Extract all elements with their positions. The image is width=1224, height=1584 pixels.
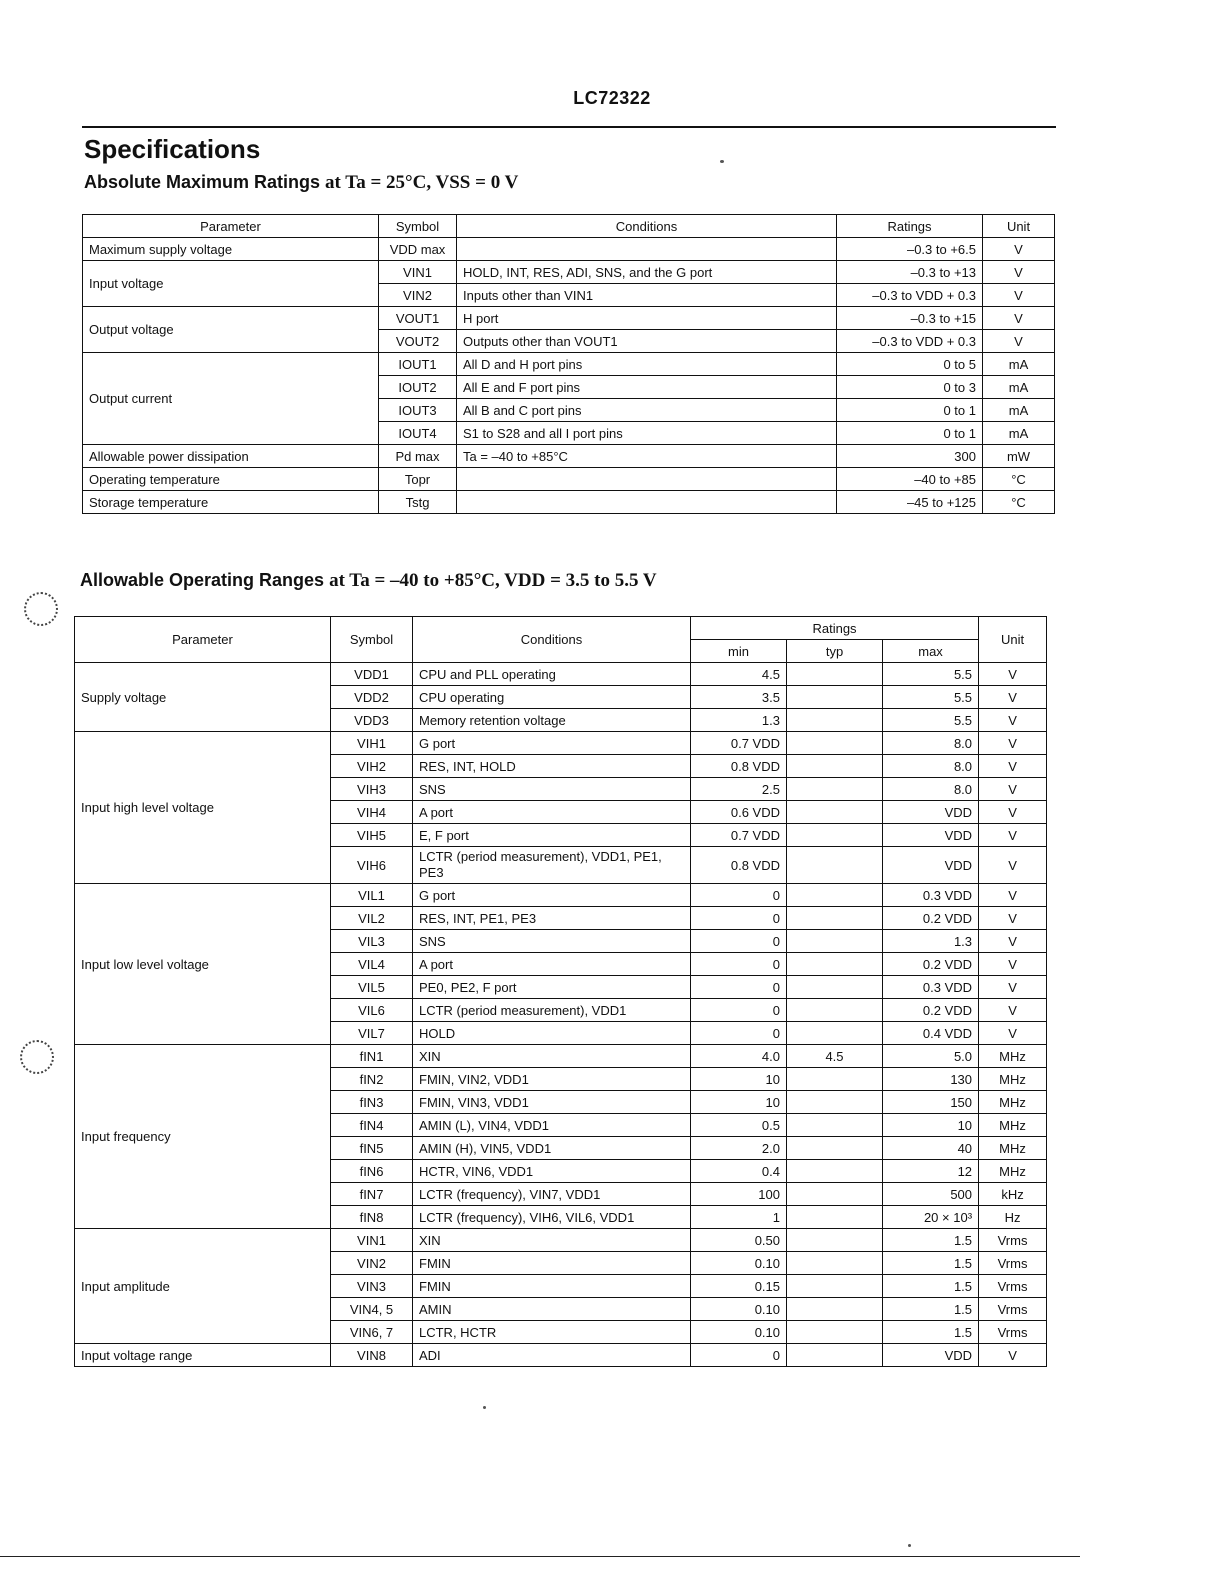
typ-cell xyxy=(787,1206,883,1229)
unit-cell: Vrms xyxy=(979,1321,1047,1344)
rating-cell: –0.3 to +15 xyxy=(837,307,983,330)
min-cell: 0.15 xyxy=(691,1275,787,1298)
conditions-cell: AMIN (H), VIN5, VDD1 xyxy=(413,1137,691,1160)
max-cell: 1.5 xyxy=(883,1298,979,1321)
op-ranges-header-row xyxy=(75,617,1047,640)
typ-cell xyxy=(787,953,883,976)
unit-cell: V xyxy=(979,801,1047,824)
abs-max-title: Absolute Maximum Ratings xyxy=(84,172,321,192)
min-cell: 2.0 xyxy=(691,1137,787,1160)
col-parameter: Parameter xyxy=(75,617,331,663)
unit-cell: V xyxy=(979,976,1047,999)
conditions-cell: G port xyxy=(413,884,691,907)
scan-speck xyxy=(720,160,724,163)
symbol-cell: IOUT2 xyxy=(379,376,457,399)
max-cell: 0.2 VDD xyxy=(883,907,979,930)
symbol-cell: VIL3 xyxy=(331,930,413,953)
unit-cell: V xyxy=(983,284,1055,307)
abs-max-header-row xyxy=(83,215,1055,238)
min-cell: 1 xyxy=(691,1206,787,1229)
symbol-cell: Topr xyxy=(379,468,457,491)
conditions-cell xyxy=(457,238,837,261)
conditions-cell: LCTR (period measurement), VDD1 xyxy=(413,999,691,1022)
parameter-cell: Input frequency xyxy=(75,1045,331,1229)
min-cell: 0 xyxy=(691,1022,787,1045)
symbol-cell: VIN4, 5 xyxy=(331,1298,413,1321)
op-ranges-heading xyxy=(80,570,657,592)
min-cell: 1.3 xyxy=(691,709,787,732)
symbol-cell: VIL1 xyxy=(331,884,413,907)
unit-cell: mW xyxy=(983,445,1055,468)
typ-cell xyxy=(787,930,883,953)
rating-cell: 0 to 3 xyxy=(837,376,983,399)
min-cell: 2.5 xyxy=(691,778,787,801)
symbol-cell: fIN3 xyxy=(331,1091,413,1114)
max-cell: 8.0 xyxy=(883,755,979,778)
unit-cell: mA xyxy=(983,353,1055,376)
typ-cell xyxy=(787,1298,883,1321)
col-ratings: Ratings xyxy=(691,617,979,640)
conditions-cell: S1 to S28 and all I port pins xyxy=(457,422,837,445)
typ-cell xyxy=(787,1321,883,1344)
parameter-cell: Input amplitude xyxy=(75,1229,331,1344)
unit-cell: V xyxy=(979,732,1047,755)
unit-cell: MHz xyxy=(979,1114,1047,1137)
max-cell: 5.0 xyxy=(883,1045,979,1068)
symbol-cell: VDD max xyxy=(379,238,457,261)
typ-cell xyxy=(787,1252,883,1275)
unit-cell: V xyxy=(979,709,1047,732)
min-cell: 0 xyxy=(691,907,787,930)
unit-cell: V xyxy=(979,847,1047,884)
min-cell: 0.10 xyxy=(691,1252,787,1275)
symbol-cell: fIN8 xyxy=(331,1206,413,1229)
max-cell: 1.5 xyxy=(883,1229,979,1252)
symbol-cell: IOUT3 xyxy=(379,399,457,422)
col-min: min xyxy=(691,640,787,663)
conditions-cell: SNS xyxy=(413,778,691,801)
unit-cell: MHz xyxy=(979,1137,1047,1160)
unit-cell: Vrms xyxy=(979,1252,1047,1275)
symbol-cell: VIL5 xyxy=(331,976,413,999)
conditions-cell: H port xyxy=(457,307,837,330)
symbol-cell: VIN3 xyxy=(331,1275,413,1298)
conditions-cell: LCTR (frequency), VIH6, VIL6, VDD1 xyxy=(413,1206,691,1229)
conditions-cell: XIN xyxy=(413,1045,691,1068)
symbol-cell: VDD2 xyxy=(331,686,413,709)
section-title: Specifications xyxy=(84,134,261,164)
symbol-cell: fIN4 xyxy=(331,1114,413,1137)
symbol-cell: VIN2 xyxy=(379,284,457,307)
table-row xyxy=(75,884,1047,907)
conditions-cell xyxy=(457,468,837,491)
rating-cell: –0.3 to +6.5 xyxy=(837,238,983,261)
min-cell: 4.0 xyxy=(691,1045,787,1068)
max-cell: 1.3 xyxy=(883,930,979,953)
table-row xyxy=(75,663,1047,686)
conditions-cell: All B and C port pins xyxy=(457,399,837,422)
symbol-cell: fIN6 xyxy=(331,1160,413,1183)
table-row xyxy=(75,1344,1047,1367)
op-ranges-table xyxy=(74,616,1047,1367)
typ-cell xyxy=(787,907,883,930)
conditions-cell: RES, INT, HOLD xyxy=(413,755,691,778)
min-cell: 0.10 xyxy=(691,1298,787,1321)
op-ranges-body xyxy=(75,663,1047,1367)
typ-cell: 4.5 xyxy=(787,1045,883,1068)
conditions-cell xyxy=(457,491,837,514)
symbol-cell: fIN7 xyxy=(331,1183,413,1206)
col-unit: Unit xyxy=(983,215,1055,238)
symbol-cell: VIN8 xyxy=(331,1344,413,1367)
conditions-cell: G port xyxy=(413,732,691,755)
min-cell: 10 xyxy=(691,1068,787,1091)
unit-cell: mA xyxy=(983,399,1055,422)
parameter-cell: Maximum supply voltage xyxy=(83,238,379,261)
conditions-cell: HOLD xyxy=(413,1022,691,1045)
conditions-cell: FMIN, VIN3, VDD1 xyxy=(413,1091,691,1114)
typ-cell xyxy=(787,1114,883,1137)
typ-cell xyxy=(787,801,883,824)
symbol-cell: Pd max xyxy=(379,445,457,468)
conditions-cell: AMIN (L), VIN4, VDD1 xyxy=(413,1114,691,1137)
conditions-cell: HOLD, INT, RES, ADI, SNS, and the G port xyxy=(457,261,837,284)
max-cell: 1.5 xyxy=(883,1252,979,1275)
conditions-cell: FMIN, VIN2, VDD1 xyxy=(413,1068,691,1091)
rating-cell: 300 xyxy=(837,445,983,468)
typ-cell xyxy=(787,847,883,884)
min-cell: 0 xyxy=(691,1344,787,1367)
header-rule xyxy=(82,126,1056,128)
rating-cell: 0 to 5 xyxy=(837,353,983,376)
scan-speck xyxy=(908,1544,911,1547)
table-row xyxy=(83,261,1055,284)
punch-hole-icon xyxy=(24,592,58,626)
max-cell: 500 xyxy=(883,1183,979,1206)
symbol-cell: VIH4 xyxy=(331,801,413,824)
conditions-cell: CPU and PLL operating xyxy=(413,663,691,686)
unit-cell: Vrms xyxy=(979,1229,1047,1252)
parameter-cell: Input voltage xyxy=(83,261,379,307)
max-cell: 10 xyxy=(883,1114,979,1137)
min-cell: 4.5 xyxy=(691,663,787,686)
unit-cell: V xyxy=(979,884,1047,907)
symbol-cell: VIH3 xyxy=(331,778,413,801)
unit-cell: MHz xyxy=(979,1091,1047,1114)
unit-cell: V xyxy=(983,261,1055,284)
min-cell: 0.5 xyxy=(691,1114,787,1137)
typ-cell xyxy=(787,663,883,686)
abs-max-heading xyxy=(84,172,518,194)
punch-hole-icon xyxy=(20,1040,54,1074)
symbol-cell: VIL6 xyxy=(331,999,413,1022)
table-row xyxy=(83,445,1055,468)
unit-cell: V xyxy=(979,999,1047,1022)
unit-cell: V xyxy=(979,930,1047,953)
conditions-cell: LCTR (frequency), VIN7, VDD1 xyxy=(413,1183,691,1206)
max-cell: 1.5 xyxy=(883,1275,979,1298)
unit-cell: °C xyxy=(983,468,1055,491)
symbol-cell: VIN1 xyxy=(379,261,457,284)
max-cell: VDD xyxy=(883,801,979,824)
conditions-cell: FMIN xyxy=(413,1252,691,1275)
table-row xyxy=(83,491,1055,514)
abs-max-condition: at Ta = 25°C, VSS = 0 V xyxy=(325,172,519,193)
conditions-cell: XIN xyxy=(413,1229,691,1252)
max-cell: 8.0 xyxy=(883,778,979,801)
conditions-cell: LCTR (period measurement), VDD1, PE1, PE3 xyxy=(413,847,691,884)
min-cell: 0.7 VDD xyxy=(691,732,787,755)
part-number: LC72322 xyxy=(573,88,651,108)
conditions-cell: ADI xyxy=(413,1344,691,1367)
unit-cell: Hz xyxy=(979,1206,1047,1229)
unit-cell: V xyxy=(979,1022,1047,1045)
min-cell: 0.7 VDD xyxy=(691,824,787,847)
unit-cell: V xyxy=(979,953,1047,976)
abs-max-table xyxy=(82,214,1055,514)
conditions-cell: LCTR, HCTR xyxy=(413,1321,691,1344)
rating-cell: –0.3 to VDD + 0.3 xyxy=(837,284,983,307)
parameter-cell: Output current xyxy=(83,353,379,445)
symbol-cell: VIH6 xyxy=(331,847,413,884)
symbol-cell: fIN1 xyxy=(331,1045,413,1068)
conditions-cell: E, F port xyxy=(413,824,691,847)
conditions-cell: A port xyxy=(413,953,691,976)
col-symbol: Symbol xyxy=(379,215,457,238)
typ-cell xyxy=(787,1137,883,1160)
parameter-cell: Input low level voltage xyxy=(75,884,331,1045)
symbol-cell: fIN5 xyxy=(331,1137,413,1160)
min-cell: 0.8 VDD xyxy=(691,755,787,778)
table-row xyxy=(75,1045,1047,1068)
symbol-cell: VIL2 xyxy=(331,907,413,930)
max-cell: 5.5 xyxy=(883,709,979,732)
conditions-cell: All E and F port pins xyxy=(457,376,837,399)
col-conditions: Conditions xyxy=(457,215,837,238)
max-cell: VDD xyxy=(883,847,979,884)
typ-cell xyxy=(787,1183,883,1206)
table-row xyxy=(75,1229,1047,1252)
conditions-cell: Memory retention voltage xyxy=(413,709,691,732)
typ-cell xyxy=(787,1022,883,1045)
typ-cell xyxy=(787,778,883,801)
conditions-cell: PE0, PE2, F port xyxy=(413,976,691,999)
table-row xyxy=(83,307,1055,330)
max-cell: 40 xyxy=(883,1137,979,1160)
unit-cell: Vrms xyxy=(979,1275,1047,1298)
rating-cell: –45 to +125 xyxy=(837,491,983,514)
unit-cell: Vrms xyxy=(979,1298,1047,1321)
min-cell: 0 xyxy=(691,884,787,907)
max-cell: 5.5 xyxy=(883,686,979,709)
max-cell: VDD xyxy=(883,1344,979,1367)
max-cell: 5.5 xyxy=(883,663,979,686)
typ-cell xyxy=(787,1091,883,1114)
unit-cell: V xyxy=(983,307,1055,330)
min-cell: 3.5 xyxy=(691,686,787,709)
typ-cell xyxy=(787,686,883,709)
symbol-cell: VIH2 xyxy=(331,755,413,778)
max-cell: 0.2 VDD xyxy=(883,953,979,976)
parameter-cell: Input high level voltage xyxy=(75,732,331,884)
max-cell: 0.3 VDD xyxy=(883,976,979,999)
unit-cell: MHz xyxy=(979,1068,1047,1091)
symbol-cell: VIL4 xyxy=(331,953,413,976)
unit-cell: mA xyxy=(983,422,1055,445)
max-cell: 12 xyxy=(883,1160,979,1183)
max-cell: 0.2 VDD xyxy=(883,999,979,1022)
typ-cell xyxy=(787,755,883,778)
conditions-cell: CPU operating xyxy=(413,686,691,709)
op-ranges-title: Allowable Operating Ranges xyxy=(80,570,325,590)
max-cell: 1.5 xyxy=(883,1321,979,1344)
conditions-cell: FMIN xyxy=(413,1275,691,1298)
typ-cell xyxy=(787,1275,883,1298)
max-cell: 150 xyxy=(883,1091,979,1114)
max-cell: 20 × 10³ xyxy=(883,1206,979,1229)
min-cell: 0.6 VDD xyxy=(691,801,787,824)
max-cell: 130 xyxy=(883,1068,979,1091)
parameter-cell: Input voltage range xyxy=(75,1344,331,1367)
max-cell: 8.0 xyxy=(883,732,979,755)
conditions-cell: AMIN xyxy=(413,1298,691,1321)
min-cell: 0.50 xyxy=(691,1229,787,1252)
rating-cell: –40 to +85 xyxy=(837,468,983,491)
table-row xyxy=(83,238,1055,261)
rating-cell: –0.3 to VDD + 0.3 xyxy=(837,330,983,353)
conditions-cell: All D and H port pins xyxy=(457,353,837,376)
symbol-cell: fIN2 xyxy=(331,1068,413,1091)
typ-cell xyxy=(787,976,883,999)
col-symbol: Symbol xyxy=(331,617,413,663)
op-ranges-condition: at Ta = –40 to +85°C, VDD = 3.5 to 5.5 V xyxy=(329,570,657,591)
typ-cell xyxy=(787,1068,883,1091)
unit-cell: MHz xyxy=(979,1045,1047,1068)
typ-cell xyxy=(787,1229,883,1252)
unit-cell: V xyxy=(983,238,1055,261)
scan-speck xyxy=(483,1406,486,1409)
typ-cell xyxy=(787,1160,883,1183)
rating-cell: 0 to 1 xyxy=(837,399,983,422)
col-unit: Unit xyxy=(979,617,1047,663)
unit-cell: V xyxy=(979,778,1047,801)
symbol-cell: VOUT2 xyxy=(379,330,457,353)
parameter-cell: Storage temperature xyxy=(83,491,379,514)
typ-cell xyxy=(787,709,883,732)
typ-cell xyxy=(787,884,883,907)
unit-cell: V xyxy=(979,755,1047,778)
unit-cell: mA xyxy=(983,376,1055,399)
min-cell: 0 xyxy=(691,976,787,999)
table-row xyxy=(83,353,1055,376)
parameter-cell: Allowable power dissipation xyxy=(83,445,379,468)
min-cell: 10 xyxy=(691,1091,787,1114)
conditions-cell: HCTR, VIN6, VDD1 xyxy=(413,1160,691,1183)
col-typ: typ xyxy=(787,640,883,663)
col-parameter: Parameter xyxy=(83,215,379,238)
col-ratings: Ratings xyxy=(837,215,983,238)
rating-cell: 0 to 1 xyxy=(837,422,983,445)
symbol-cell: IOUT4 xyxy=(379,422,457,445)
unit-cell: V xyxy=(979,663,1047,686)
symbol-cell: VDD1 xyxy=(331,663,413,686)
min-cell: 0 xyxy=(691,930,787,953)
unit-cell: V xyxy=(979,1344,1047,1367)
min-cell: 100 xyxy=(691,1183,787,1206)
symbol-cell: Tstg xyxy=(379,491,457,514)
unit-cell: °C xyxy=(983,491,1055,514)
unit-cell: V xyxy=(979,824,1047,847)
max-cell: 0.4 VDD xyxy=(883,1022,979,1045)
typ-cell xyxy=(787,1344,883,1367)
col-max: max xyxy=(883,640,979,663)
unit-cell: V xyxy=(979,907,1047,930)
unit-cell: V xyxy=(983,330,1055,353)
conditions-cell: A port xyxy=(413,801,691,824)
symbol-cell: VIN1 xyxy=(331,1229,413,1252)
max-cell: 0.3 VDD xyxy=(883,884,979,907)
typ-cell xyxy=(787,999,883,1022)
min-cell: 0 xyxy=(691,953,787,976)
conditions-cell: Inputs other than VIN1 xyxy=(457,284,837,307)
unit-cell: V xyxy=(979,686,1047,709)
symbol-cell: VIN6, 7 xyxy=(331,1321,413,1344)
parameter-cell: Operating temperature xyxy=(83,468,379,491)
symbol-cell: VIH1 xyxy=(331,732,413,755)
max-cell: VDD xyxy=(883,824,979,847)
typ-cell xyxy=(787,824,883,847)
symbol-cell: IOUT1 xyxy=(379,353,457,376)
rating-cell: –0.3 to +13 xyxy=(837,261,983,284)
abs-max-body xyxy=(83,238,1055,514)
typ-cell xyxy=(787,732,883,755)
parameter-cell: Output voltage xyxy=(83,307,379,353)
symbol-cell: VDD3 xyxy=(331,709,413,732)
parameter-cell: Supply voltage xyxy=(75,663,331,732)
conditions-cell: SNS xyxy=(413,930,691,953)
col-conditions: Conditions xyxy=(413,617,691,663)
min-cell: 0.8 VDD xyxy=(691,847,787,884)
min-cell: 0.4 xyxy=(691,1160,787,1183)
min-cell: 0.10 xyxy=(691,1321,787,1344)
table-row xyxy=(75,732,1047,755)
unit-cell: kHz xyxy=(979,1183,1047,1206)
symbol-cell: VIH5 xyxy=(331,824,413,847)
table-row xyxy=(83,468,1055,491)
min-cell: 0 xyxy=(691,999,787,1022)
bottom-rule xyxy=(0,1556,1080,1557)
symbol-cell: VIN2 xyxy=(331,1252,413,1275)
conditions-cell: Outputs other than VOUT1 xyxy=(457,330,837,353)
unit-cell: MHz xyxy=(979,1160,1047,1183)
symbol-cell: VIL7 xyxy=(331,1022,413,1045)
symbol-cell: VOUT1 xyxy=(379,307,457,330)
conditions-cell: RES, INT, PE1, PE3 xyxy=(413,907,691,930)
conditions-cell: Ta = –40 to +85°C xyxy=(457,445,837,468)
